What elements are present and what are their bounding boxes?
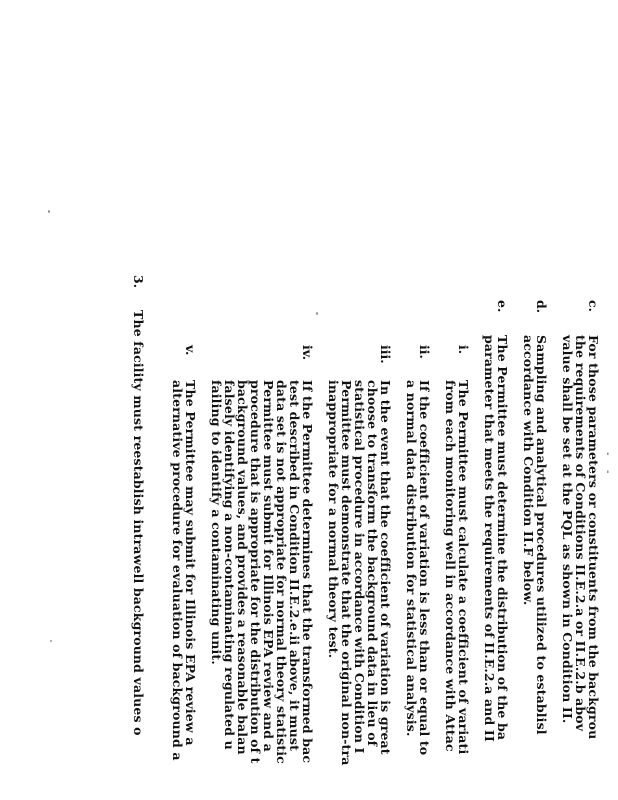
item-c-line: value shall be set at the PQL as shown in Condition II. bbox=[560, 335, 575, 724]
item-e-iii-line: inappropriate for a normal theory test. bbox=[326, 380, 341, 659]
item-c-line: the requirements of Conditions II.E.2.a or II.E.2.b abov bbox=[573, 335, 588, 732]
item-e-iv-marker: iv. bbox=[300, 345, 315, 361]
item-e-ii-line: If the coefficient of variation is less than or equal to bbox=[417, 380, 432, 756]
item-e-v-marker: v. bbox=[183, 345, 198, 356]
item-e-iii-line: statistical procedure in accordance with Condition I bbox=[352, 380, 367, 754]
item-3-marker: 3. bbox=[131, 275, 146, 289]
scan-speck bbox=[48, 210, 50, 213]
scan-speck bbox=[50, 640, 52, 642]
item-d-marker: d. bbox=[534, 300, 549, 314]
item-e-iv-line: background values, and provides a reasonable balan bbox=[235, 380, 250, 755]
item-e-iv-line: data set is not appropriate for normal theory statistic bbox=[274, 380, 289, 764]
item-e-iv-line: falsely identifying a non-contaminating regulated u bbox=[222, 380, 237, 750]
header-mark: - bbox=[602, 470, 613, 474]
item-e-iv-line: Permittee must submit for Illinois EPA review and a bbox=[261, 380, 276, 752]
item-e-v-line: The Permittee may submit for Illinois EPA review a bbox=[183, 380, 198, 746]
item-e-ii-line: a normal data distribution for statistical analysis. bbox=[404, 380, 419, 737]
item-e-v-line: alternative procedure for evaluation of background a bbox=[170, 380, 185, 761]
item-e-line: parameter that meets the requirements of II.E.2.a and II bbox=[482, 335, 497, 742]
item-e-i-line: The Permittee must calculate a coefficient of variati bbox=[456, 380, 471, 755]
item-e-i-line: from each monitoring well in accordance with Attac bbox=[443, 380, 458, 752]
item-e-iii-line: In the event that the coefficient of variation is great bbox=[378, 380, 393, 755]
header-mark: - bbox=[602, 452, 613, 456]
item-e-iii-line: Permittee must demonstrate that the original non-tra bbox=[339, 380, 354, 766]
item-e-iv-line: procedure that is appropriate for the distribution of t bbox=[248, 380, 263, 764]
item-e-iv-line: failing to identify a contaminating unit. bbox=[209, 380, 224, 665]
item-d-line: Sampling and analytical procedures utilized to establisl bbox=[534, 335, 549, 735]
item-c-marker: c. bbox=[586, 300, 601, 312]
item-e-iv-line: test described in Condition II.E.2.e.ii above, it must bbox=[287, 380, 302, 752]
item-c-line: For those parameters or constituents from the backgrou bbox=[586, 335, 601, 740]
scan-speck bbox=[316, 312, 318, 315]
item-3-line: The facility must reestablish intrawell background values o bbox=[131, 310, 146, 736]
item-e-iii-marker: iii. bbox=[378, 345, 393, 364]
item-e-ii-marker: ii. bbox=[417, 345, 432, 359]
item-e-iv-line: If the Permittee determines that the transformed bac bbox=[300, 380, 315, 764]
item-e-iii-line: choose to transform the background data in lieu of bbox=[365, 380, 380, 747]
item-d-line: accordance with Condition II.F below. bbox=[521, 335, 536, 606]
item-e-i-marker: i. bbox=[456, 345, 471, 355]
item-e-marker: e. bbox=[495, 300, 510, 313]
item-e-line: The Permittee must determine the distribution of the ba bbox=[495, 335, 510, 741]
